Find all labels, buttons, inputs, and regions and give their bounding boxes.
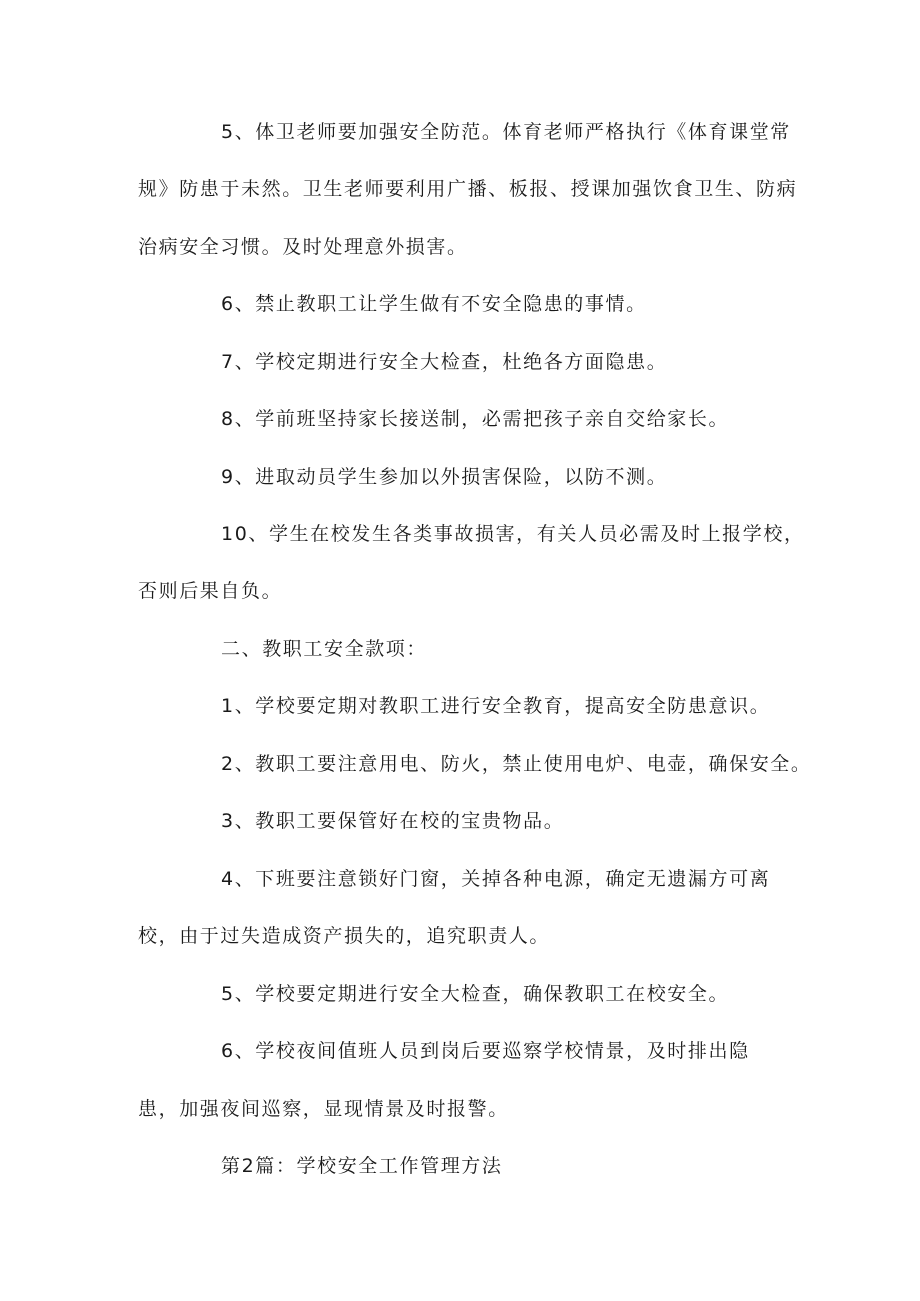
staff-item-5: 5、学校要定期进行安全大检查，确保教职工在校安全。: [221, 983, 730, 1005]
paragraph-6: 6、禁止教职工让学生做有不安全隐患的事情。: [221, 293, 647, 315]
paragraph-5-line-1: 5、体卫老师要加强安全防范。体育老师严格执行《体育课堂常: [221, 121, 791, 143]
staff-item-4-line-1: 4、下班要注意锁好门窗，关掉各种电源，确定无遗漏方可离: [221, 868, 771, 890]
paragraph-8: 8、学前班坚持家长接送制，必需把孩子亲自交给家长。: [221, 408, 730, 430]
next-article-title: 第2篇：学校安全工作管理方法: [221, 1155, 503, 1177]
paragraph-9: 9、进取动员学生参加以外损害保险，以防不测。: [221, 466, 668, 488]
staff-item-6-line-2: 患，加强夜间巡察，显现情景及时报警。: [138, 1098, 509, 1120]
paragraph-5-line-3: 治病安全习惯。及时处理意外损害。: [138, 236, 468, 258]
paragraph-10-line-1: 10、学生在校发生各类事故损害，有关人员必需及时上报学校，: [221, 523, 805, 545]
staff-item-2: 2、教职工要注意用电、防火，禁止使用电炉、电壶，确保安全。: [221, 753, 812, 775]
paragraph-5-line-2: 规》防患于未然。卫生老师要利用广播、板报、授课加强饮食卫生、防病: [138, 178, 798, 200]
paragraph-10-line-2: 否则后果自负。: [138, 580, 283, 602]
staff-item-4-line-2: 校，由于过失造成资产损失的，追究职责人。: [138, 925, 551, 947]
staff-item-6-line-1: 6、学校夜间值班人员到岗后要巡察学校情景，及时排出隐: [221, 1040, 750, 1062]
paragraph-7: 7、学校定期进行安全大检查，杜绝各方面隐患。: [221, 351, 668, 373]
staff-item-1: 1、学校要定期对教职工进行安全教育，提高安全防患意识。: [221, 695, 771, 717]
section-heading-staff-safety: 二、教职工安全款项：: [221, 638, 428, 660]
staff-item-3: 3、教职工要保管好在校的宝贵物品。: [221, 810, 565, 832]
